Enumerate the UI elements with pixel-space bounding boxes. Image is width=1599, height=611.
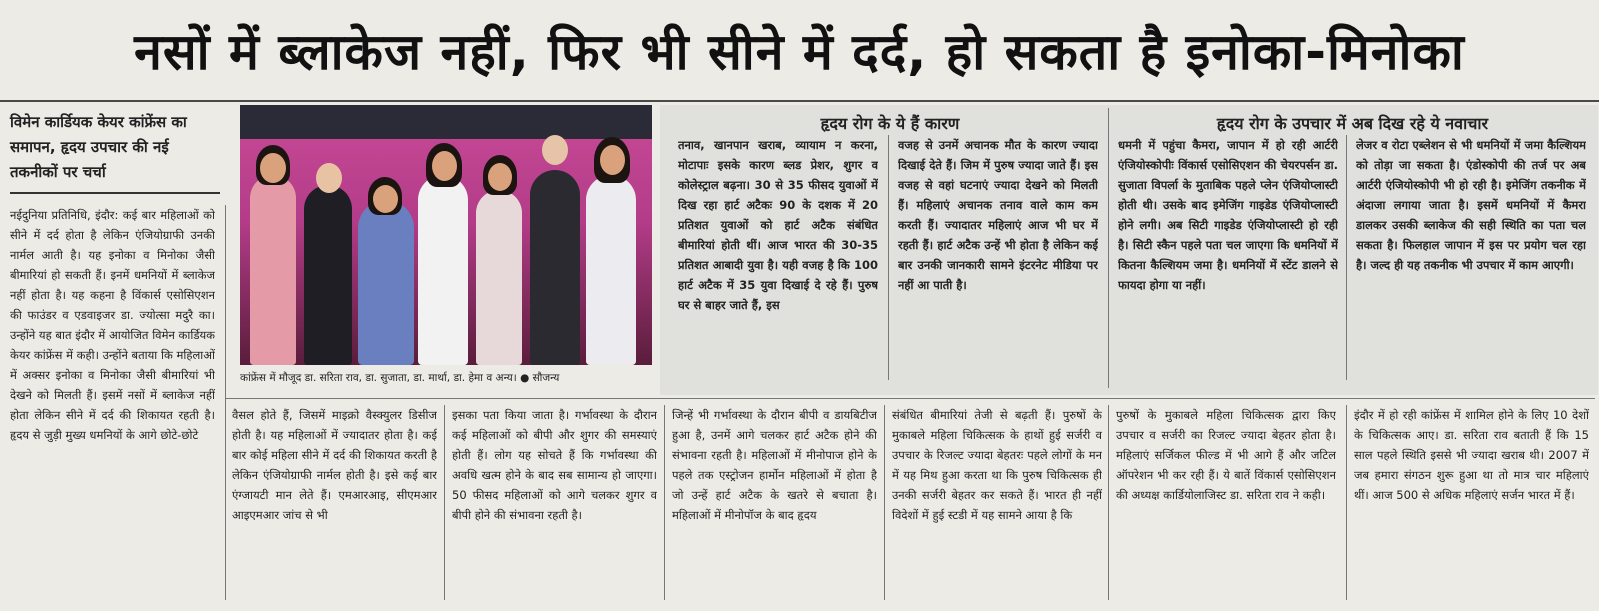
article-column-4: जिन्हें भी गर्भावस्था के दौरान बीपी व डायबिटीज हुआ है, उनमें आगे चलकर हार्ट अटैक होने की संभावना रहती है। महिलाओं में मीनोपाज होने के पहले तक एस्ट्रोजन हार्मोन महिलाओं में होता है जो उन्हें हार्ट अटैक के खतरे से बचाता है। महिलाओं में मीनोपॉज के बाद हृदय xyxy=(672,408,877,522)
sub-headline-rule xyxy=(10,192,220,194)
photo-person-head xyxy=(316,163,342,193)
photo-person-head xyxy=(373,185,398,213)
photo-caption: कांफ्रेंस में मौजूद डा. सरिता राव, डा. सुजाता, डा. मार्था, डा. हेमा व अन्य। ● सौजन्य xyxy=(240,372,560,384)
box1-title: हृदय रोग के ये हैं कारण xyxy=(820,114,960,133)
headline: नसों में ब्लाकेज नहीं, फिर भी सीने में दर्द, हो सकता है इनोका-मिनोका xyxy=(134,23,1465,81)
photo-person-head xyxy=(600,145,625,175)
article-column-7: इंदौर में हो रही कांफ्रेंस में शामिल होने के लिए 10 देशों के चिकित्सक आए। डा. सरिता राव बताती हैं कि 15 साल पहले स्थिति इससे भी ज्यादा खराब थी। 2007 में जब हमारा संगठन शुरू हुआ था तो मात्र चार महिलाएं थीं। आज 500 से अधिक महिलाएं सर्जन भारत में हैं। xyxy=(1354,408,1589,502)
article-column-2: वैसल होते हैं, जिसमें माइक्रो वैस्क्युलर डिसीज होती है। यह महिलाओं में ज्यादातर होता है। कई बार कोई महिला सीने में दर्द की शिकायत करती है लेकिन एंजियोग्राफी नार्मल होती है। इसे कई बार एंग्जायटी मान लेते हैं। एमआरआइ, सीएमआर आइएमआर जांच से भी xyxy=(232,408,437,522)
conference-photo xyxy=(240,105,652,365)
photo-person xyxy=(250,175,296,365)
photo-person-head xyxy=(432,151,457,181)
headline-rule xyxy=(0,100,1599,102)
box1-left-text: तनाव, खानपान खराब, व्यायाम न करना, मोटापाः इसके कारण ब्लड प्रेशर, शुगर व कोलेस्ट्राल बढ़ना। 30 से 35 फीसद युवाओं में दिख रहा हार्ट अटैकः 90 के दशक में 20 प्रतिशत युवाओं को हार्ट अटैक संबंधित बीमारियां होती थीं। आज भारत की 30-35 प्रतिशत आबादी युवा है। यही वजह है कि 100 हार्ट अटैक में 35 युवा दिखाई दे रहे हैं। पुरुष घर से बाहर जाते हैं, इस xyxy=(678,138,878,312)
article-column-6: पुरुषों के मुकाबले महिला चिकित्सक द्वारा किए उपचार व सर्जरी का रिजल्ट ज्यादा बेहतर होता है। महिलाएं सर्जिकल फील्ड में भी आगे हैं और जटिल ऑपरेशन भी कर रही हैं। ये बातें विंकार्स एसोसिएशन की अध्यक्ष कार्डियोलाजिस्ट डा. सरिता राव ने कही। xyxy=(1116,408,1336,502)
article-column-1: नईदुनिया प्रतिनिधि, इंदौर: कई बार महिलाओं को सीने में दर्द होता है लेकिन एंजियोग्राफी उनकी नार्मल आती है। यह इनोका व मिनोका जैसी बीमारियां हो सकती हैं। इनमें धमनियों में ब्लाकेज नहीं होता है। यह कहना है विंकार्स एसोसिएशन की फाउंडर व एडवाइजर डा. ज्योत्सा मदुरै का। उन्होंने यह बात इंदौर में आयोजित विमेन कार्डियक केयर कांफ्रेंस में कही। उन्होंने बताया कि महिलाओं में अक्सर इनोका व मिनोका जैसी बीमारियां भी देखने को मिलती हैं। इसमें नसों में ब्लाकेज नहीं होता लेकिन सीने में दर्द की शिकायत रहती है। हृदय से जुड़ी मुख्य धमनियों के आगे छोटे-छोटे xyxy=(10,208,215,442)
photo-person xyxy=(530,170,580,365)
box-separator xyxy=(1108,108,1109,388)
column-divider xyxy=(444,405,445,600)
photo-person-head xyxy=(488,163,512,191)
bottom-section-rule xyxy=(225,398,1595,399)
photo-person-head xyxy=(260,153,286,183)
box2-left-text: धमनी में पहुंचा कैमरा, जापान में हो रही आर्टरी एंजियोस्कोपीः विंकार्स एसोसिएशन की चेयरपर्सन डा. सुजाता विपर्ला के मुताबिक पहले प्लेन एंजियोप्लास्टी होती थी। उसके बाद इमेजिंग गाइडेड एंजियोप्लास्टी होने लगी। अब सिटी गाइडेड एंजियोप्लास्टी हो रही है। सिटी स्कैन पहले पता चल जाएगा कि धमनियों में कितना कैल्शियम जमा है। धमनियों में स्टेंट डालने से फायदा होगा या नहीं। xyxy=(1118,138,1338,292)
box2-divider xyxy=(1346,135,1347,380)
photo-person xyxy=(476,190,522,365)
sub-headline: विमेन कार्डियक केयर कांफ्रेंस का समापन, हृदय उपचार की नई तकनीकों पर चर्चा xyxy=(10,113,187,181)
photo-person xyxy=(586,175,636,365)
column-divider xyxy=(884,405,885,600)
box2-title: हृदय रोग के उपचार में अब दिख रहे ये नवाचार xyxy=(1216,114,1489,133)
photo-banner xyxy=(240,105,652,139)
box2-right-text: लेजर व रोटा एब्लेशन से भी धमनियों में जमा कैल्शियम को तोड़ा जा सकता है। एंडोस्कोपी की तर्ज पर अब आर्टरी एंजियोस्कोपी भी हो रही है। इमेजिंग तकनीक में अंदाजा लगाया जाता है। इसमें धमनियों में कैमरा डालकर उसकी ब्लाकेज की सही स्थिति का पता चल सकता है। फिलहाल जापान में इस पर प्रयोग चल रहा है। जल्द ही यह तकनीक भी उपचार में काम आएगी। xyxy=(1356,138,1586,272)
column-divider xyxy=(225,205,226,600)
photo-person-head xyxy=(542,135,568,165)
column-divider xyxy=(664,405,665,600)
box1-right-text: वजह से उनमें अचानक मौत के कारण ज्यादा दिखाई देते हैं। जिम में पुरुष ज्यादा जाते हैं। इस वजह से वहां घटनाएं ज्यादा देखने को मिलती हैं। महिलाएं अचानक तनाव वाले काम कम करती हैं। ज्यादातर महिलाएं आज भी घर में रहती हैं। हार्ट अटैक उन्हें भी होता है लेकिन कई बार उनकी जानकारी सामने इंटरनेट मीडिया पर नहीं आ पाती है। xyxy=(898,138,1098,292)
box1-divider xyxy=(888,135,889,380)
photo-person xyxy=(418,175,468,365)
photo-person xyxy=(304,185,352,365)
article-column-5: संबंधित बीमारियां तेजी से बढ़ती हैं। पुरुषों के मुकाबले महिला चिकित्सक के हाथों हुई सर्जरी व उपचार के रिजल्ट ज्यादा बेहतरः पहले लोगों के मन में यह मिथ हुआ करता था कि पुरुष चिकित्सक ही उनकी सर्जरी बेहतर कर सकते हैं। भारत ही नहीं विदेशों में हुई स्टडी में यह सामने आया है कि xyxy=(892,408,1102,522)
photo-person xyxy=(358,200,414,365)
column-divider xyxy=(1346,405,1347,600)
column-divider xyxy=(1108,405,1109,600)
article-column-3: इसका पता किया जाता है। गर्भावस्था के दौरान कई महिलाओं को बीपी और शुगर की समस्याएं होती हैं। लोग यह सोचते हैं कि गर्भावस्था की अवधि खत्म होने के बाद सब सामान्य हो जाएगा। 50 फीसद महिलाओं को आगे चलकर शुगर व बीपी होने की संभावना रहती है। xyxy=(452,408,657,522)
